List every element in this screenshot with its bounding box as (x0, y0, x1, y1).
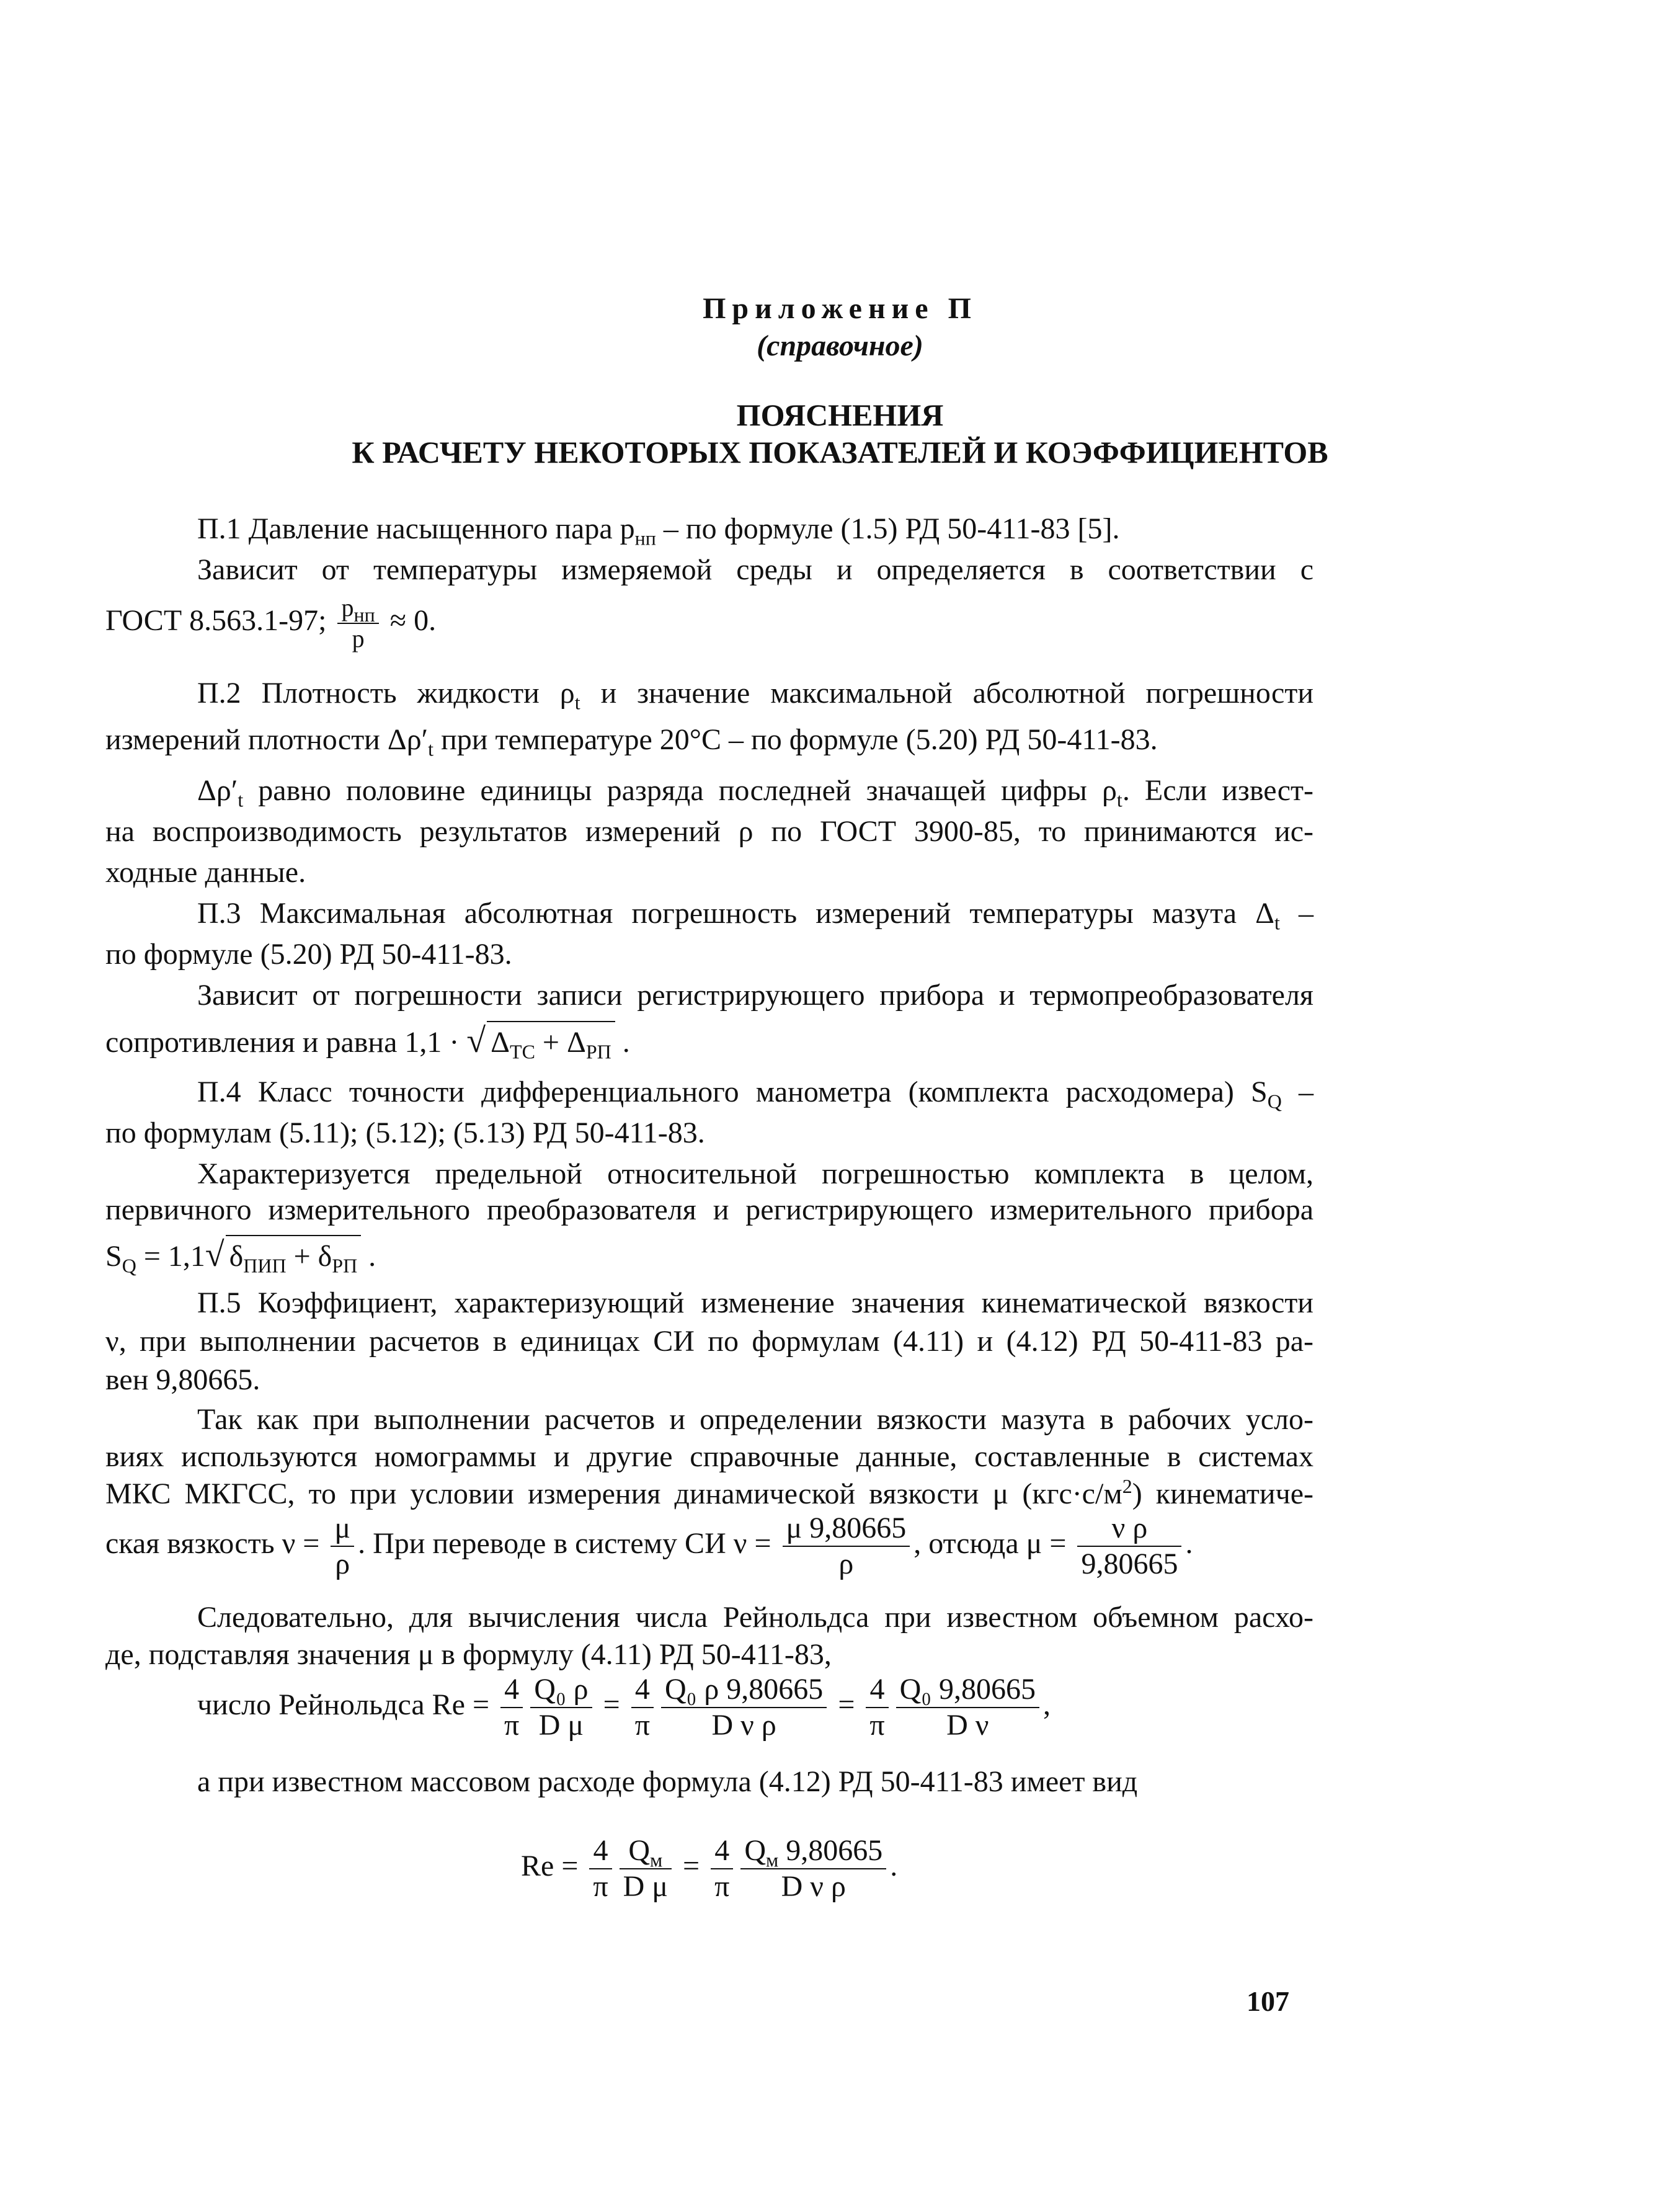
p2-line-1: П.2 Плотность жидкости $\rho_t$ и значение максимальной абсолютной погрешности (197, 677, 1314, 714)
p3-line-4: сопротивления и равна 1,1 · √ $\Delta_{ТС} + \Delta_{РП}$ . (105, 1022, 630, 1063)
p5-line-1: П.5 Коэффициент, характеризующий изменение значения кинематической вязкости (197, 1286, 1313, 1319)
p1-line-3: ГОСТ 8.563.1-97; $\frac{p_{нп}}{p}$ ≈ 0. (105, 594, 437, 652)
sqrt-pip-rp: $\delta_{ПИП} + \delta_{РП}$ (226, 1235, 362, 1277)
p3-line-3: Зависит от погрешности записи регистрирующего прибора и термопреобразователя (197, 979, 1313, 1012)
title-line-2: К РАСЧЕТУ НЕКОТОРЫХ ПОКАЗАТЕЛЕЙ И КОЭФФИЦИЕНТОВ (352, 435, 1328, 470)
p4-line-4: первичного измерительного преобразователя и регистрирующего измерительного прибора (105, 1193, 1313, 1226)
pnp-over-p-fraction: $\frac{p_{нп}}{p}$ (337, 595, 378, 651)
p2-line-3: $\Delta\rho'_t$ равно половине единицы разряда последней значащей цифры $\rho_t$. Если извест- (197, 774, 1313, 811)
p5-line-6: МКС МКГСС, то при условии измерения динамической вязкости μ $(кгс\cdot с/м^2)$ кинематиче- (105, 1475, 1314, 1510)
appendix-label: Приложение П (703, 292, 977, 325)
mu-over-rho-fraction: $\frac{\mu}{\rho}$ (331, 1513, 354, 1579)
p4-line-2: по формулам (5.11); (5.12); (5.13) РД 50-411-83. (105, 1116, 705, 1149)
p4-line-1: П.4 Класс точности дифференциального манометра (комплекта расходомера) $S_Q$ – (197, 1076, 1314, 1113)
p5-line-2: ν, при выполнении расчетов в единицах СИ по формулам (4.11) и (4.12) РД 50-411-83 ра- (105, 1325, 1313, 1358)
p1-line-2: Зависит от температуры измеряемой среды и определяется в соответствии с (197, 553, 1313, 586)
sqrt-tc-rp: $\Delta_{ТС} + \Delta_{РП}$ (487, 1021, 615, 1063)
page-number: 107 (1247, 1985, 1289, 2017)
q0-rho-coef-over-d-nu-rho: $\frac{\text{Q₀ ρ 9,80665}}{\text{D ν ρ}}$ (661, 1675, 827, 1740)
appendix-type: (справочное) (757, 329, 923, 362)
p6-line-2: де, подставляя значения μ в формулу (4.11) РД 50-411-83, (105, 1638, 832, 1671)
mu-coef-over-rho-fraction: $\frac{\mu 9,80665}{\rho}$ (783, 1513, 910, 1579)
p5-line-7: ская вязкость ν = $\frac{\mu}{\rho}$ . При переводе в систему СИ ν = $\frac{\mu 9,80665}{\rho}$ , отсюда μ = $\frac{\text{ν ρ}}{9,80665}$ . (105, 1512, 1193, 1580)
p2-line-5: ходные данные. (105, 856, 306, 889)
p5-line-3: вен 9,80665. (105, 1363, 260, 1396)
p6-line-4: а при известном массовом расходе формула (4.12) РД 50-411-83 имеет вид (197, 1765, 1138, 1798)
p5-line-5: виях используются номограммы и другие справочные данные, составленные в системах (105, 1440, 1313, 1473)
p2-line-2: измерений плотности $\Delta\rho'_t$ при температуре 20°С – по формуле (5.20) РД 50-411-83. (105, 723, 1158, 760)
p2-line-4: на воспроизводимость результатов измерений ρ по ГОСТ 3900-85, то принимаются ис- (105, 815, 1313, 848)
p4-line-3: Характеризуется предельной относительной погрешностью комплекта в целом, (197, 1157, 1313, 1190)
p3-line-1: П.3 Максимальная абсолютная погрешность измерений температуры мазута $\Delta_t$ – (197, 897, 1313, 934)
p6-line-1: Следовательно, для вычисления числа Рейнольдса при известном объемном расхо- (197, 1601, 1313, 1634)
qm-coef-over-d-nu-rho: $\frac{Q_м 9,80665}{\text{D ν ρ}}$ (740, 1836, 886, 1902)
qm-over-d-mu: $\frac{Q_м}{\text{D μ}}$ (620, 1836, 672, 1902)
reynolds-mass-formula: Re = $\frac{4}{\pi}$ $\frac{Q_м}{\text{D μ}}$ = $\frac{4}{\pi}$ $\frac{Q_м 9,80665}{\text{D ν ρ}}$ . (521, 1834, 898, 1903)
title-line-1: ПОЯСНЕНИЯ (736, 398, 944, 432)
nu-rho-over-coef-fraction: $\frac{\text{ν ρ}}{9,80665}$ (1077, 1513, 1181, 1579)
p1-line-1: П.1 Давление насыщенного пара $p_{нп}$ – по формуле (1.5) РД 50-411-83 [5]. (197, 512, 1120, 550)
p4-line-5: $S_Q = 1,1√$ $\delta_{ПИП} + \delta_{РП}$ . (105, 1236, 376, 1277)
reynolds-volumetric-formula: число Рейнольдса Re = $\frac{4}{\pi}$ $\frac{\text{Q₀ ρ}}{\text{D μ}}$ = $\frac{4}{\pi}$ $\frac{\text{Q₀ ρ 9,80665}}{\text{D ν ρ}}$ = $\frac{4}{\pi}$ $\frac{\text{Q₀ 9,80665}}{\text{D ν}}$ , (197, 1673, 1051, 1742)
p5-line-4: Так как при выполнении расчетов и определении вязкости мазута в рабочих усло- (197, 1403, 1313, 1436)
q0-rho-over-d-mu: $\frac{\text{Q₀ ρ}}{\text{D μ}}$ (530, 1675, 592, 1740)
q0-coef-over-d-nu: $\frac{\text{Q₀ 9,80665}}{\text{D ν}}$ (896, 1675, 1039, 1740)
p3-line-2: по формуле (5.20) РД 50-411-83. (105, 938, 512, 971)
